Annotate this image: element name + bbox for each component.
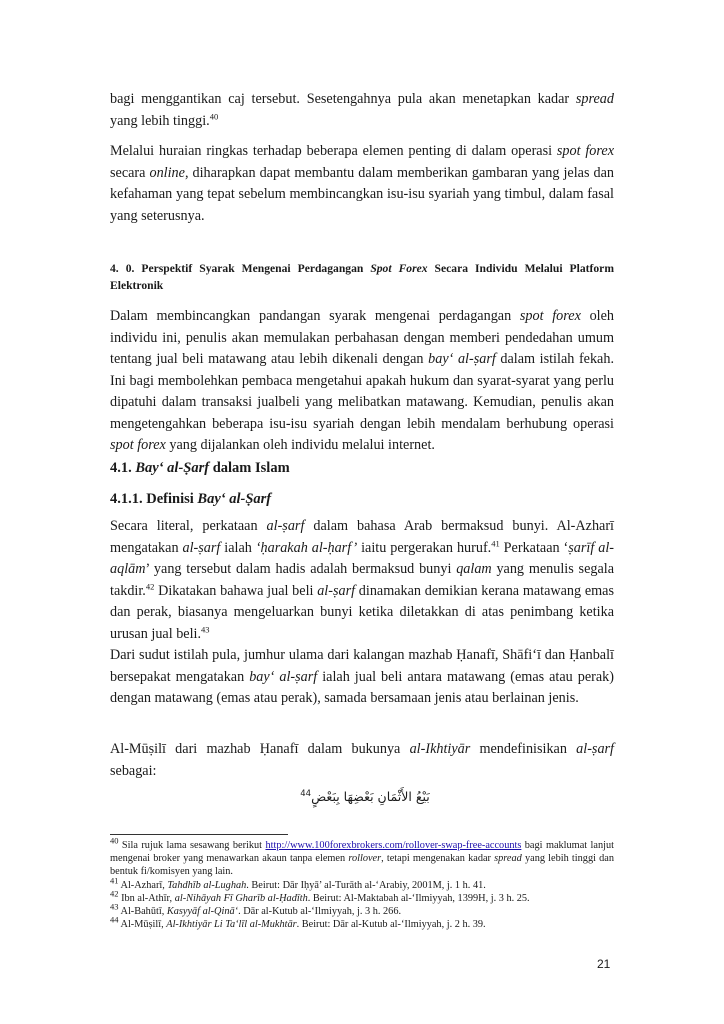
italic-term: bay‘ al-ṣarf	[249, 668, 318, 685]
italic-term: Tahdhīb al-Lughah	[167, 879, 247, 891]
text: Secara literal, perkataan	[110, 518, 267, 534]
italic-term: spread	[494, 853, 522, 865]
text: Al-Mūṣilī,	[118, 919, 167, 931]
italic-term: spot forex	[110, 437, 166, 453]
text: ’ yang tersebut dalam hadis adalah bermaksud bunyi	[145, 561, 457, 577]
text: Dikatakan bahawa jual beli	[154, 582, 318, 599]
italic-term: Bay‘ al-Ṣarf	[197, 491, 272, 507]
subsubsection-heading	[110, 489, 614, 509]
italic-term: al-ṣarf	[317, 582, 356, 599]
text: Sila rujuk lama sesawang berikut	[118, 840, 266, 851]
text: Melalui huraian ringkas terhadap beberapa elemen penting di dalam operasi	[110, 143, 557, 159]
text: ialah jual beli antara matawang (emas atau perak) dengan matawang (emas atau perak), samada bersamaan jenis atau berlainan jenis.	[110, 668, 614, 706]
italic-term: online	[149, 164, 185, 181]
paragraph-5	[110, 645, 614, 710]
arabic-quote	[240, 789, 490, 804]
text: Perkataan ‘	[499, 539, 569, 556]
italic-term: Bay‘ al-Ṣarf	[135, 460, 210, 476]
paragraph-2	[110, 141, 614, 227]
footnote-divider	[110, 834, 288, 835]
italic-term: Al-Ikhtiyār Li Ta‘līl al-Mukhtār	[166, 919, 297, 931]
footnote-number: 42	[110, 888, 119, 899]
footnote-42	[110, 888, 614, 905]
text: , diharapkan dapat membantu dalam memberikan gambaran yang jelas dan kefahaman yang tepat sebelum membincangkan isu-isu syariah yang timbul, dalam fasal yang seterusnya.	[110, 164, 614, 224]
text: dalam Islam	[209, 460, 290, 476]
page-number: 21	[597, 957, 611, 971]
italic-term: Spot Forex	[370, 262, 428, 275]
footnote-43	[110, 901, 614, 918]
text: , tetapi mengenakan kadar	[381, 853, 495, 865]
text: . Beirut: Dār Iḥyā’ al-Turāth al-‘Arabiy, 2001M, j. 1 h. 41.	[246, 879, 486, 891]
footnote-number: 40	[110, 835, 119, 846]
subsection-heading	[110, 458, 614, 478]
arabic-text: بَيْعُ الأَثْمَانِ بَعْضِهَا بِبَعْضٍ	[311, 789, 430, 804]
footnotes	[110, 835, 614, 931]
text: sebagai:	[110, 762, 157, 779]
text: iaitu pergerakan huruf.	[357, 539, 492, 556]
italic-term: rollover	[348, 853, 382, 865]
footnote-41	[110, 875, 614, 892]
italic-term: bay‘ al-ṣarf	[428, 351, 496, 367]
text: 4.1.1. Definisi	[110, 491, 198, 507]
italic-term: Kasyyāf al-Qinā‘	[166, 906, 239, 918]
text: dalam istilah fekah. Ini bagi membolehkan pembaca mengetahui apakah hukum dan syarat-syarat yang perlu dipatuhi dalam transaksi jualbeli yang melibatkan matawang. Kemudian, penulis akan mengetengahkan beberapa isu-isu syariah dengan lebih mendalam berhubung operasi	[110, 351, 614, 432]
text: ialah	[220, 539, 256, 556]
text: Secara Individu Melalui Platform Elektronik	[110, 262, 614, 292]
text: mendefinisikan	[470, 741, 577, 757]
footnote-40	[110, 835, 614, 879]
text: oleh individu ini, penulis akan memulakan perbahasan dengan memberi pendedahan umum tentang jual beli matawang atau lebih dikenali dengan	[110, 308, 615, 367]
italic-term: spot forex	[519, 308, 581, 324]
text: Dari sudut istilah pula, jumhur ulama dari kalangan mazhab Ḥanafī, Shāfi‘ī dan Ḥanbalī bersepakat mengatakan	[110, 647, 614, 685]
italic-term: al-Nihāyah Fī Gharīb al-Ḥadīth	[174, 892, 308, 904]
footnote-ref[interactable]: 40	[209, 110, 219, 121]
text: yang menulis segala takdir.	[110, 561, 614, 599]
text: Al-Azharī,	[118, 879, 168, 891]
footnote-ref[interactable]: 43	[201, 623, 210, 634]
text: . Dār al-Kutub al-‘Ilmiyyah, j. 3 h. 266.	[238, 906, 402, 918]
italic-term: spot forex	[556, 143, 614, 159]
text: Al-Mūṣilī dari mazhab Ḥanafī dalam bukunya	[110, 741, 410, 757]
text: dinamakan demikian kerana matawang emas dan perak, biasanya mengeluarkan bunyi ketika diletakkan di atas penimbang ketika urusan jual beli.	[110, 582, 614, 642]
footnote-44	[110, 914, 614, 931]
footnote-number: 44	[110, 914, 119, 925]
footnote-number: 43	[110, 901, 119, 912]
text: secara	[110, 164, 150, 181]
italic-term: al-ṣarf	[266, 518, 305, 534]
text: Dalam membincangkan pandangan syarak mengenai perdagangan	[110, 308, 520, 324]
text: yang lebih tinggi dan bentuk fi/komisyen yang lain.	[110, 853, 614, 878]
text: Al-Bahūtī,	[118, 906, 167, 918]
text: 4.1.	[110, 460, 136, 476]
footnote-ref[interactable]: 42	[145, 580, 155, 591]
paragraph-1	[110, 89, 614, 132]
text: 4. 0. Perspektif Syarak Mengenai Perdagangan	[110, 262, 371, 275]
text: . Beirut: Dār al-Kutub al-‘Ilmiyyah, j. 2 h. 39.	[296, 919, 486, 931]
paragraph-6	[110, 739, 614, 782]
text: bagi maklumat lanjut mengenai broker yang menawarkan akaun tanpa elemen	[110, 840, 614, 865]
footnote-link[interactable]: http://www.100forexbrokers.com/rollover-swap-free-accounts	[265, 840, 522, 851]
italic-term: ṣarīf al-aqlām	[110, 539, 614, 577]
text: bagi menggantikan caj tersebut. Sesetengahnya pula akan menetapkan kadar	[110, 91, 576, 107]
footnote-number: 41	[110, 875, 119, 886]
text: yang lebih tinggi.	[110, 112, 210, 129]
text: dalam bahasa Arab bermaksud bunyi. Al-Azharī mengatakan	[110, 518, 615, 556]
section-heading	[110, 260, 614, 294]
footnote-ref[interactable]: 41	[491, 537, 500, 548]
italic-term: al-ṣarf	[182, 539, 221, 556]
italic-term: ‘ḥarakah al-ḥarf’	[255, 539, 358, 556]
text: yang dijalankan oleh individu melalui internet.	[165, 437, 435, 453]
italic-term: spread	[575, 91, 614, 107]
italic-term: al-Ikhtiyār	[409, 741, 471, 757]
text: Ibn al-Athīr,	[118, 892, 175, 904]
italic-term: al-ṣarf	[576, 741, 614, 757]
italic-term: qalam	[456, 561, 492, 577]
paragraph-3	[110, 306, 614, 457]
paragraph-4	[110, 516, 614, 645]
text: . Beirut: Al-Maktabah al-‘Ilmiyyah, 1399H, j. 3 h. 25.	[307, 892, 530, 904]
footnote-ref[interactable]: 44	[300, 788, 312, 799]
